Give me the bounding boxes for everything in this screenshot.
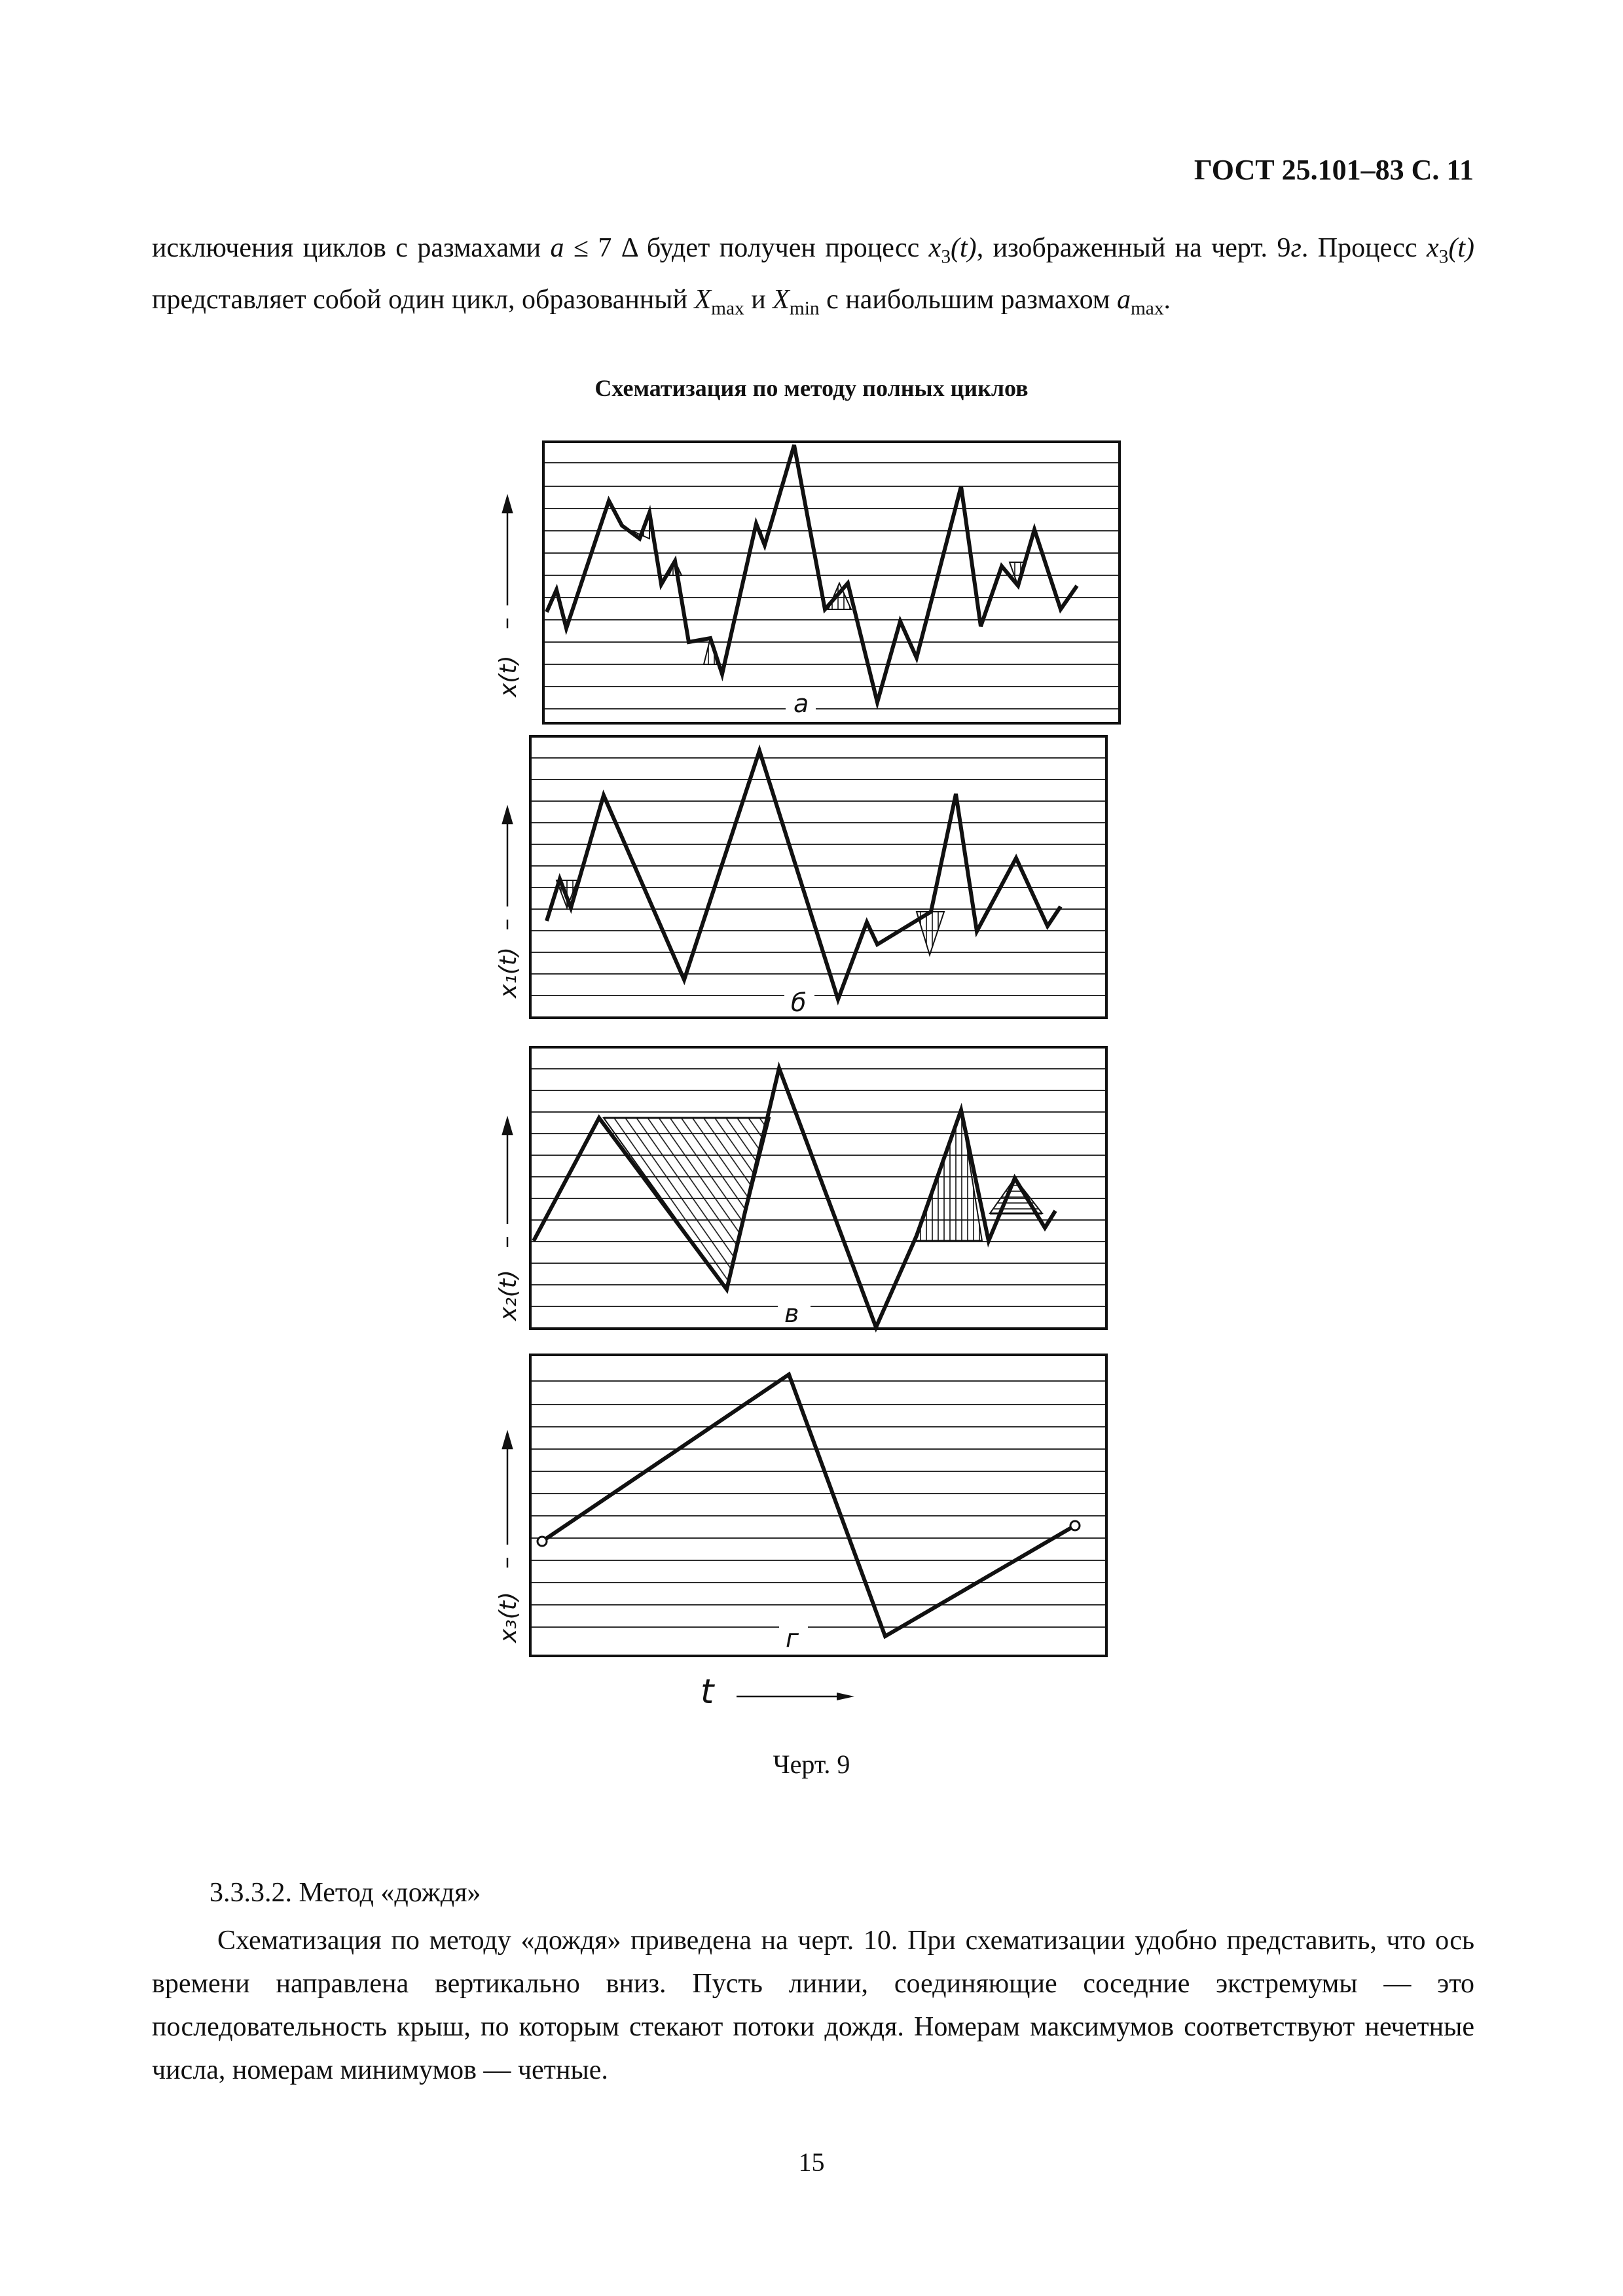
panel-d bbox=[495, 1355, 1106, 1656]
y-axis-label: x₂(t) bbox=[495, 1270, 522, 1321]
panel-b bbox=[495, 736, 1106, 1018]
y-axis-label: x₃(t) bbox=[495, 1592, 522, 1643]
figure-title: Схематизация по методу полных циклов bbox=[594, 375, 1029, 401]
hatched-cycles bbox=[556, 880, 944, 955]
body-paragraph: Схематизация по методу «дождя» приведена на черт. 10. При схематизации удобно представить, что ось времени направлена вертикально вниз. Пусть линии, соединяющие соседние экстремумы — это последовательность крыш, по которым стекают потоки дождя. Номерам максимумов соответствуют нечетные числа, номерам минимумов — четные. bbox=[152, 1926, 1474, 2085]
process-line bbox=[542, 1374, 1074, 1636]
y-axis bbox=[503, 1119, 512, 1247]
panel-c bbox=[495, 1047, 1106, 1329]
process-line bbox=[547, 445, 1077, 702]
section-heading: 3.3.3.2. Метод «дождя» bbox=[210, 1878, 481, 1908]
panel-label: г bbox=[786, 1624, 799, 1653]
grid-lines bbox=[530, 758, 1106, 996]
panel-frame bbox=[530, 736, 1106, 1018]
page-number: 15 bbox=[798, 2147, 825, 2177]
end-point bbox=[1070, 1521, 1080, 1530]
process-line bbox=[547, 751, 1061, 999]
panel-frame bbox=[543, 442, 1120, 723]
panel-frame bbox=[530, 1355, 1106, 1656]
y-axis-label: x₁(t) bbox=[495, 947, 522, 998]
panel-label: в bbox=[784, 1299, 799, 1328]
grid-lines bbox=[530, 1381, 1106, 1627]
panel-a bbox=[495, 442, 1120, 723]
y-axis bbox=[503, 1433, 512, 1568]
time-axis-label: t bbox=[701, 1672, 714, 1712]
start-point bbox=[538, 1537, 547, 1546]
figure-9 bbox=[458, 429, 1178, 1712]
grid-lines bbox=[543, 463, 1120, 709]
time-axis bbox=[701, 1672, 854, 1712]
page-header: ГОСТ 25.101–83 С. 11 bbox=[1194, 154, 1474, 186]
hatched-cycles bbox=[604, 1110, 1042, 1289]
y-axis bbox=[503, 497, 512, 628]
process-line bbox=[534, 1068, 1055, 1327]
intro-paragraph: исключения циклов с размахами a ≤ 7 Δ будет получен процесс $x_3(t)$, изображенный на черт. 9г. Процесс $x_3(t)$ представляет собой один цикл, образованный $X_{max}$ и $X_{min}$ с наибольшим размахом $a_{max}$. bbox=[152, 233, 1474, 319]
panel-label: a bbox=[793, 689, 809, 718]
figure-caption: Черт. 9 bbox=[773, 1749, 850, 1779]
y-axis bbox=[503, 808, 512, 929]
y-axis-label: x(t) bbox=[495, 655, 522, 697]
panel-label: б bbox=[791, 988, 807, 1017]
